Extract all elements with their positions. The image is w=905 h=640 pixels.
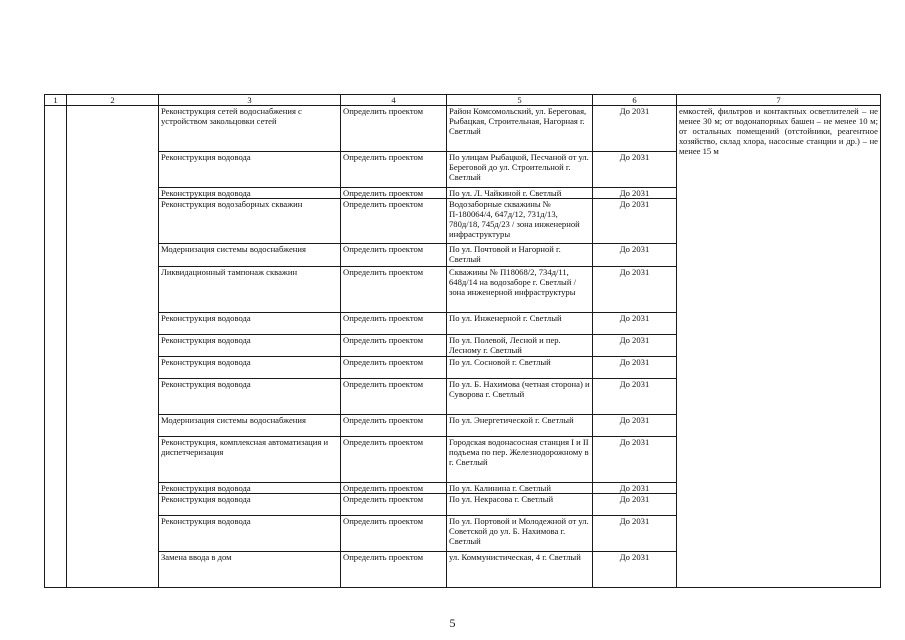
column-2-cell (67, 106, 159, 588)
cell-c5: ул. Коммунистическая, 4 г. Светлый (447, 552, 593, 588)
cell-c4: Определить проектом (341, 437, 447, 483)
cell-c5: Скважины № П18068/2, 734д/11, 648д/14 на водозаборе г. Светлый / зона инженерной инфраструктуры (447, 267, 593, 313)
cell-c4: Определить проектом (341, 415, 447, 437)
column-header-6: 6 (593, 95, 677, 106)
cell-c4: Определить проектом (341, 357, 447, 379)
cell-c4: Определить проектом (341, 152, 447, 188)
cell-c6: До 2031 (593, 552, 677, 588)
cell-c5: По ул. Полевой, Лесной и пер. Лесному г. Светлый (447, 335, 593, 357)
cell-c5: По ул. Энергетической г. Светлый (447, 415, 593, 437)
cell-c4: Определить проектом (341, 199, 447, 244)
measures-table (44, 94, 881, 588)
cell-c4: Определить проектом (341, 267, 447, 313)
column-header-3: 3 (159, 95, 341, 106)
cell-c3: Реконструкция сетей водоснабжения с устройством закольцовки сетей (159, 106, 341, 152)
cell-c5: По ул. Б. Нахимова (четная сторона) и Суворова г. Светлый (447, 379, 593, 415)
cell-c3: Модернизация системы водоснабжения (159, 415, 341, 437)
cell-c5: По ул. Калинина г. Светлый (447, 483, 593, 494)
cell-c5: По ул. Некрасова г. Светлый (447, 494, 593, 516)
cell-c3: Реконструкция водозаборных скважин (159, 199, 341, 244)
cell-c6: До 2031 (593, 106, 677, 152)
column-header-4: 4 (341, 95, 447, 106)
cell-c6: До 2031 (593, 335, 677, 357)
cell-c5: По ул. Инженерной г. Светлый (447, 313, 593, 335)
cell-c6: До 2031 (593, 483, 677, 494)
cell-c5: По ул. Л. Чайкиной г. Светлый (447, 188, 593, 199)
cell-c4: Определить проектом (341, 188, 447, 199)
cell-c5: По ул. Сосновой г. Светлый (447, 357, 593, 379)
cell-c5: По ул. Почтовой и Нагорной г. Светлый (447, 244, 593, 267)
cell-c4: Определить проектом (341, 494, 447, 516)
column-1-cell (45, 106, 67, 588)
cell-c5: По улицам Рыбацкой, Песчаной от ул. Береговой до ул. Строительной г. Светлый (447, 152, 593, 188)
table-row (45, 106, 881, 152)
cell-c4: Определить проектом (341, 335, 447, 357)
cell-c6: До 2031 (593, 199, 677, 244)
cell-c6: До 2031 (593, 437, 677, 483)
cell-c4: Определить проектом (341, 516, 447, 552)
column-header-2: 2 (67, 95, 159, 106)
cell-c3: Реконструкция водовода (159, 188, 341, 199)
cell-c3: Реконструкция водовода (159, 313, 341, 335)
cell-c4: Определить проектом (341, 552, 447, 588)
cell-c6: До 2031 (593, 516, 677, 552)
cell-c6: До 2031 (593, 188, 677, 199)
cell-c3: Модернизация системы водоснабжения (159, 244, 341, 267)
cell-c4: Определить проектом (341, 313, 447, 335)
page-number: 5 (449, 616, 456, 630)
cell-c3: Ликвидационный тампонаж скважин (159, 267, 341, 313)
cell-c6: До 2031 (593, 313, 677, 335)
column-header-1: 1 (45, 95, 67, 106)
cell-c6: До 2031 (593, 152, 677, 188)
cell-c3: Реконструкция водовода (159, 483, 341, 494)
cell-c4: Определить проектом (341, 106, 447, 152)
header-row (45, 95, 881, 106)
cell-c6: До 2031 (593, 494, 677, 516)
cell-c6: До 2031 (593, 357, 677, 379)
cell-c5: Городская водонасосная станция I и II подъема по пер. Железнодорожному в г. Светлый (447, 437, 593, 483)
cell-c6: До 2031 (593, 379, 677, 415)
cell-c6: До 2031 (593, 267, 677, 313)
cell-c6: До 2031 (593, 415, 677, 437)
column-header-7: 7 (677, 95, 881, 106)
cell-c3: Реконструкция водовода (159, 516, 341, 552)
cell-c4: Определить проектом (341, 379, 447, 415)
cell-c3: Реконструкция водовода (159, 494, 341, 516)
cell-c3: Реконструкция водовода (159, 335, 341, 357)
cell-c5: Водозаборные скважины № П-180064/4, 647д/12, 731д/13, 780д/18, 745д/23 / зона инженерной инфраструктуры (447, 199, 593, 244)
cell-c4: Определить проектом (341, 244, 447, 267)
cell-c3: Замена ввода в дом (159, 552, 341, 588)
cell-c3: Реконструкция водовода (159, 152, 341, 188)
cell-c6: До 2031 (593, 244, 677, 267)
cell-c5: Район Комсомольский, ул. Береговая, Рыбацкая, Строительная, Нагорная г. Светлый (447, 106, 593, 152)
cell-c3: Реконструкция водовода (159, 357, 341, 379)
cell-c3: Реконструкция водовода (159, 379, 341, 415)
column-7-note: емкостей, фильтров и контактных осветлителей – не менее 30 м; от водонапорных башен – не менее 10 м; от остальных помещений (отстойники, реагентное хозяйство, склад хлора, насосные станции и др.) – не менее 15 м (677, 106, 881, 588)
cell-c5: По ул. Портовой и Молодежной от ул. Советской до ул. Б. Нахимова г. Светлый (447, 516, 593, 552)
column-header-5: 5 (447, 95, 593, 106)
cell-c3: Реконструкция, комплексная автоматизация и диспетчеризация (159, 437, 341, 483)
cell-c4: Определить проектом (341, 483, 447, 494)
